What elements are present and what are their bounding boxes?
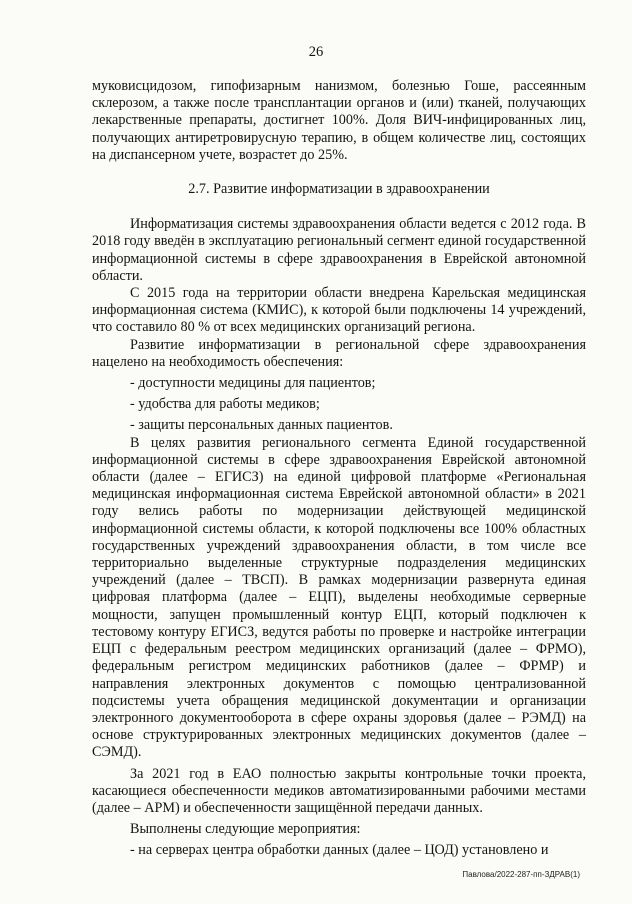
paragraph-egisz-modernization: В целях развития регионального сегмента Единой государственной информационной системы в сфере здравоохранения Еврейской автономной области (далее – ЕГИСЗ) на единой цифровой платформе «Региональная медицинская информационная система Еврейской автономной области» в 2021 году велись работы по модернизации действующей медицинской информационной системы области, к которой подключены все 100% областных государственных учреждений здравоохранения области, в том числе все территориально выделенные структурные подразделения медицинских учреждений (далее – ТВСП). В рамках модернизации развернута единая цифровая платформа (далее – ЕЦП), выделены необходимые серверные мощности, запущен промышленный контур ЕЦП, который подключен к тестовому контуру ЕГИСЗ, ведутся работы по проверке и настройке интеграции ЕЦП с федеральным реестром медицинских организаций (далее – ФРМО), федеральным регистром медицинских работников (далее – ФРМР) и направления электронных документов с помощью централизованной подсистемы учета обращения медицинской документации и организации электронного документооборота в сфере охраны здоровья (далее – РЭМД) на основе структурированных электронных медицинских документов (далее –СЭМД). [92, 434, 586, 761]
paragraph-informatization-start: Информатизация системы здравоохранения области ведется с 2012 года. В 2018 году введён в эксплуатацию региональный сегмент единой государственной информационной системы в сфере здравоохранения в Еврейской автономной области. [92, 216, 586, 284]
paragraph-measures-intro: Выполнены следующие мероприятия: [130, 821, 361, 838]
document-footer-code: Павлова/2022-287-пп-ЗДРАВ(1) [462, 870, 580, 879]
paragraph-2021-results: За 2021 год в ЕАО полностью закрыты контрольные точки проекта, касающиеся обеспеченности медиков автоматизированными рабочими местами (далее – АРМ) и обеспеченности защищённой передачи данных. [92, 765, 586, 816]
bullet-item-accessibility: - доступности медицины для пациентов; [130, 375, 376, 392]
bullet-item-convenience: - удобства для работы медиков; [130, 396, 320, 413]
paragraph-kmis: С 2015 года на территории области внедрена Карельская медицинская информационная система (КМИС), к которой были подключены 14 учреждений, что составило 80 % от всех медицинских организаций региона. [92, 285, 586, 336]
paragraph-development-goals: Развитие информатизации в региональной сфере здравоохранения нацелено на необходимость обеспечения: [92, 336, 586, 370]
intro-paragraph: муковисцидозом, гипофизарным нанизмом, болезнью Гоше, рассеянным склерозом, а также после трансплантации органов и (или) тканей, получающих лекарственные препараты, достигнет 100%. Доля ВИЧ-инфицированных лиц, получающих антиретровирусную терапию, в общем количестве лиц, состоящих на диспансерном учете, возрастет до 25%. [92, 78, 586, 163]
section-heading: 2.7. Развитие информатизации в здравоохранении [188, 181, 490, 198]
page-number: 26 [308, 44, 324, 60]
document-body [92, 78, 586, 860]
paragraph-last-line: - на серверах центра обработки данных (далее – ЦОД) установлено и [130, 842, 549, 859]
bullet-item-data-protection: - защиты персональных данных пациентов. [130, 417, 393, 434]
